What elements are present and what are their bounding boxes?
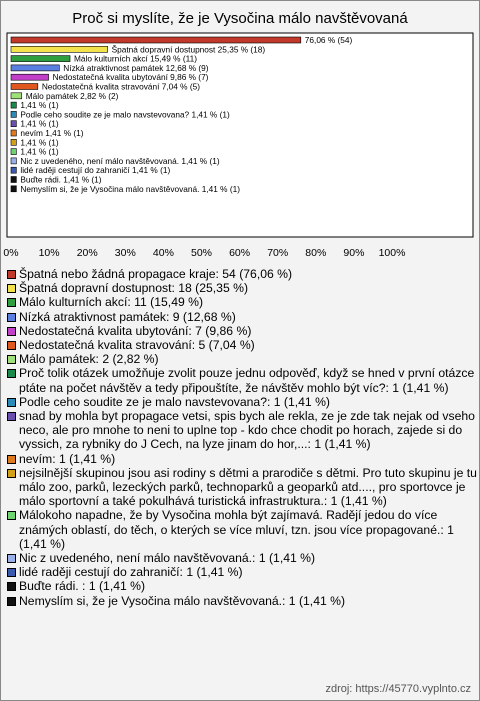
- bar-data-label: 1,41 % (1): [20, 118, 59, 129]
- x-tick-label: 90%: [343, 247, 365, 259]
- bar-data-label: Buďte rádi. 1,41 % (1): [20, 174, 102, 185]
- legend-item: [5, 267, 477, 281]
- x-tick-label: 40%: [152, 247, 174, 259]
- legend-label: Špatná nebo žádná propagace kraje: 54 (76,06 %): [19, 267, 293, 281]
- legend-item: [5, 508, 477, 551]
- legend-item: [5, 594, 477, 608]
- x-tick-label: 60%: [229, 247, 251, 259]
- legend-label: Podle ceho soudite ze je malo navstevovana?: 1 (1,41 %): [19, 394, 330, 409]
- bar: [11, 37, 301, 43]
- bar: [11, 46, 108, 52]
- legend-item: [5, 565, 477, 579]
- legend-swatch: [7, 582, 16, 591]
- legend-swatch: [7, 511, 16, 520]
- bar-data-label: Nedostatečná kvalita ubytování 9,86 % (7): [52, 72, 209, 83]
- legend-label: Špatná dopravní dostupnost: 18 (25,35 %): [19, 281, 249, 296]
- chart-title: Proč si myslíte, že je Vysočina málo navštěvovaná: [72, 10, 408, 27]
- x-tick-label: 100%: [378, 247, 406, 259]
- bar-data-label: 1,41 % (1): [20, 137, 59, 148]
- legend-item: [5, 466, 477, 509]
- legend-swatch: [7, 455, 16, 464]
- bar: [11, 102, 16, 108]
- x-tick-label: 50%: [190, 247, 213, 259]
- bar-data-label: lidé raději cestují do zahraničí 1,41 % (1): [20, 165, 171, 176]
- x-tick-label: 10%: [38, 247, 60, 259]
- legend-swatch: [7, 412, 16, 421]
- legend-swatch: [7, 270, 16, 279]
- x-tick-label: 20%: [76, 247, 98, 259]
- legend-swatch: [7, 597, 16, 606]
- source-note: zdroj: https://45770.vyplnto.cz: [325, 683, 471, 695]
- bar: [11, 121, 16, 127]
- bar-chart: [1, 1, 479, 263]
- legend-label: Nemyslím si, že je Vysočina málo navštěvovaná.: 1 (1,41 %): [19, 593, 346, 608]
- legend-label: Nic z uvedeného, není málo navštěvovaná.: 1 (1,41 %): [19, 551, 316, 566]
- bar: [11, 177, 16, 183]
- legend-item: [5, 452, 477, 466]
- bar: [11, 84, 38, 90]
- legend-swatch: [7, 469, 16, 478]
- legend-swatch: [7, 298, 16, 307]
- legend-label: Nízká atraktivnost památek: 9 (12,68 %): [19, 309, 236, 324]
- legend-label: Málo kulturních akcí: 11 (15,49 %): [19, 295, 204, 310]
- legend-item: [5, 295, 477, 309]
- legend-swatch: [7, 369, 16, 378]
- legend-item: [5, 395, 477, 409]
- legend-item: [5, 366, 477, 394]
- legend-item: [5, 409, 477, 452]
- bar: [11, 56, 70, 62]
- bar-data-label: nevím 1,41 % (1): [20, 128, 84, 138]
- bar: [11, 74, 49, 80]
- legend-swatch: [7, 398, 16, 407]
- bar-data-label: Podle ceho soudite ze je malo navstevovana? 1,41 % (1): [20, 109, 230, 120]
- legend-label: Málokoho napadne, že by Vysočina mohla být zajímavá. Radějí jedou do více známých oblastí, do těch, o kterých se více mluví, tzn. jsou více propagované.: 1 (1,41 %): [19, 508, 454, 551]
- legend-label: Nedostatečná kvalita ubytování: 7 (9,86 %): [19, 323, 252, 338]
- bar-data-label: 1,41 % (1): [20, 100, 59, 111]
- x-tick-label: 30%: [114, 247, 136, 259]
- x-tick-label: 0%: [3, 247, 19, 259]
- bar: [11, 93, 22, 99]
- bar-data-label: 1,41 % (1): [20, 146, 59, 157]
- legend-item: [5, 352, 477, 366]
- legend-label: nevím: 1 (1,41 %): [19, 451, 116, 466]
- chart-legend: [5, 267, 477, 608]
- legend-swatch: [7, 341, 16, 350]
- bar: [11, 65, 59, 71]
- bar: [11, 167, 16, 173]
- bar-data-label: Nemyslím si, že je Vysočina málo navštěvovaná. 1,41 % (1): [20, 183, 241, 194]
- legend-item: [5, 551, 477, 565]
- legend-swatch: [7, 355, 16, 364]
- legend-label: Proč tolik otázek umožňuje zvolit pouze jednu odpověď, když se hned v první otázce ptáte na počet návštěv a tedy připouštíte, že návštěv mohlo být víc?: 1 (1,41 %): [19, 366, 475, 395]
- legend-swatch: [7, 554, 16, 563]
- bar: [11, 186, 16, 192]
- legend-item: [5, 281, 477, 295]
- bar: [11, 158, 16, 164]
- bar-data-label: Nízká atraktivnost památek 12,68 % (9): [63, 62, 209, 73]
- legend-swatch: [7, 327, 16, 336]
- bar-data-label: Nedostatečná kvalita stravování 7,04 % (5): [41, 81, 201, 92]
- legend-swatch: [7, 568, 16, 577]
- legend-label: Nedostatečná kvalita stravování: 5 (7,04 %): [19, 338, 255, 353]
- legend-item: [5, 324, 477, 338]
- legend-swatch: [7, 313, 16, 322]
- bar-data-label: Nic z uvedeného, není málo navštěvovaná. 1,41 % (1): [20, 155, 220, 166]
- x-tick-label: 70%: [267, 247, 289, 259]
- bar-data-label: Málo kulturních akcí 15,49 % (11): [74, 53, 198, 64]
- bar: [11, 111, 16, 117]
- legend-item: [5, 579, 477, 593]
- legend-label: lidé raději cestují do zahraničí: 1 (1,41 %): [19, 565, 243, 580]
- bar-data-label: 76,06 % (54): [304, 35, 353, 45]
- legend-item: [5, 338, 477, 352]
- legend-item: [5, 310, 477, 324]
- legend-label: Málo památek: 2 (2,82 %): [19, 352, 159, 367]
- bar-data-label: Málo památek 2,82 % (2): [25, 90, 119, 101]
- legend-label: snad by mohla byt propagace vetsi, spis bych ale rekla, ze je zde tak nejak od vseho neco, ale pro mnohe to neni to uplne top - kdo chce chodit po horach, zajede si do vyssich, za rybniky do J Cech, na lyze jinam do hor,...: 1 (1,41 %): [19, 409, 475, 452]
- legend-label: Buďte rádi. : 1 (1,41 %): [19, 579, 146, 594]
- bar: [11, 139, 16, 145]
- bar: [11, 130, 16, 136]
- legend-swatch: [7, 284, 16, 293]
- x-tick-label: 80%: [305, 247, 327, 259]
- legend-label: nejsilnější skupinou jsou asi rodiny s dětmi a prarodiče s dětmi. Pro tuto skupinu je tu málo zoo, parků, lezeckých parků, technoparků a geoparků atd...., pro sportovce je málo sportovní a také pokulhává turistická infrastruktura.: 1 (1,41 %): [19, 465, 477, 509]
- bar: [11, 149, 16, 155]
- bar-data-label: Špatná dopravní dostupnost 25,35 % (18): [111, 44, 266, 55]
